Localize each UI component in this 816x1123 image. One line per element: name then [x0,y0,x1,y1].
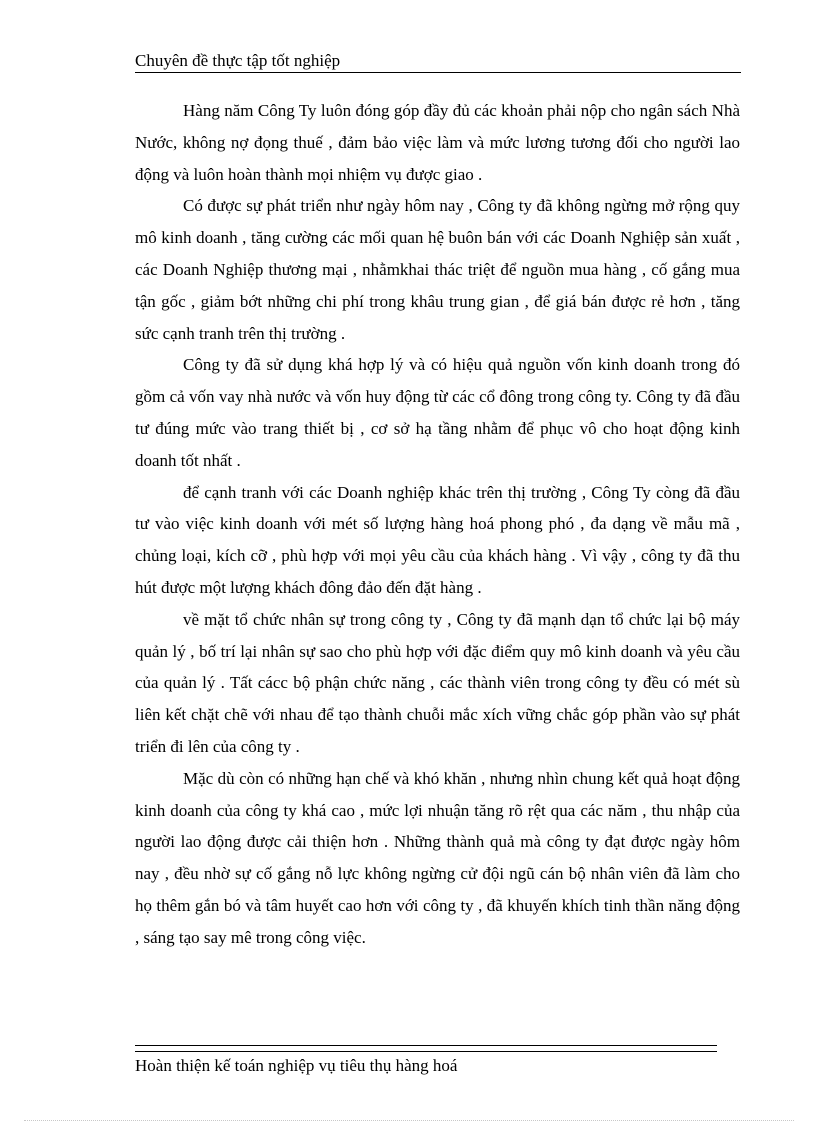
document-body [135,95,740,954]
paragraph: Có được sự phát triển như ngày hôm nay , Công ty đã không ngừng mở rộng quy mô kinh doanh , tăng cường các mối quan hệ buôn bán với các Doanh Nghiệp sản xuất , các Doanh Nghiệp thương mại , nhằmkhai thác triệt để nguồn mua hàng , cố gắng mua tận gốc , giảm bớt những chi phí trong khâu trung gian , để giá bán được rẻ hơn , tăng sức cạnh tranh trên thị trường . [135,196,740,343]
paragraph: Hàng năm Công Ty luôn đóng góp đầy đủ các khoản phải nộp cho ngân sách Nhà Nước, không nợ đọng thuế , đảm bảo việc làm và mức lương tương đối cho người lao động và luôn hoàn thành mọi nhiệm vụ được giao . [135,101,740,184]
footer-divider [135,1045,717,1052]
page-header [135,48,741,73]
paragraph: về mặt tổ chức nhân sự trong công ty , Công ty đã mạnh dạn tổ chức lại bộ máy quản lý , bố trí lại nhân sự sao cho phù hợp với đặc điểm quy mô kinh doanh và yêu cầu của quản lý . Tất cácc bộ phận chức năng , các thành viên trong công ty đều có mét sù liên kết chặt chẽ với nhau để tạo thành chuỗi mắc xích vững chắc góp phần vào sự phát triển đi lên của công ty . [135,609,740,756]
paragraph: Mặc dù còn có những hạn chế và khó khăn , nhưng nhìn chung kết quả hoạt động kinh doanh của công ty khá cao , mức lợi nhuận tăng rõ rệt qua các năm , thu nhập của người lao động được cải thiện hơn . Những thành quả mà công ty đạt được ngày hôm nay , đều nhờ sự cố gắng nỗ lực không ngừng cử đội ngũ cán bộ nhân viên đã làm cho họ thêm gắn bó và tâm huyết cao hơn với công ty , đã khuyến khích tinh thần năng động , sáng tạo say mê trong công việc. [135,768,740,947]
page-bottom-edge [24,1120,794,1121]
header-title: Chuyên đề thực tập tốt nghiệp [135,51,341,70]
paragraph: để cạnh tranh với các Doanh nghiệp khác trên thị trường , Công Ty còng đã đầu tư vào việc kinh doanh với mét số lượng hàng hoá phong phó , đa dạng về mẫu mã , chủng loại, kích cỡ , phù hợp với mọi yêu cầu của khách hàng . Vì vậy , công ty đã thu hút được một lượng khách đông đảo đến đặt hàng . [135,482,740,597]
footer-title: Hoàn thiện kế toán nghiệp vụ tiêu thụ hàng hoá [135,1056,458,1075]
paragraph: Công ty đã sử dụng khá hợp lý và có hiệu quả nguồn vốn kinh doanh trong đó gồm cả vốn vay nhà nước và vốn huy động từ các cổ đông trong công ty. Công ty đã đầu tư đúng mức vào trang thiết bị , cơ sở hạ tầng nhằm để phục vô cho hoạt động kinh doanh tốt nhất . [135,355,740,470]
